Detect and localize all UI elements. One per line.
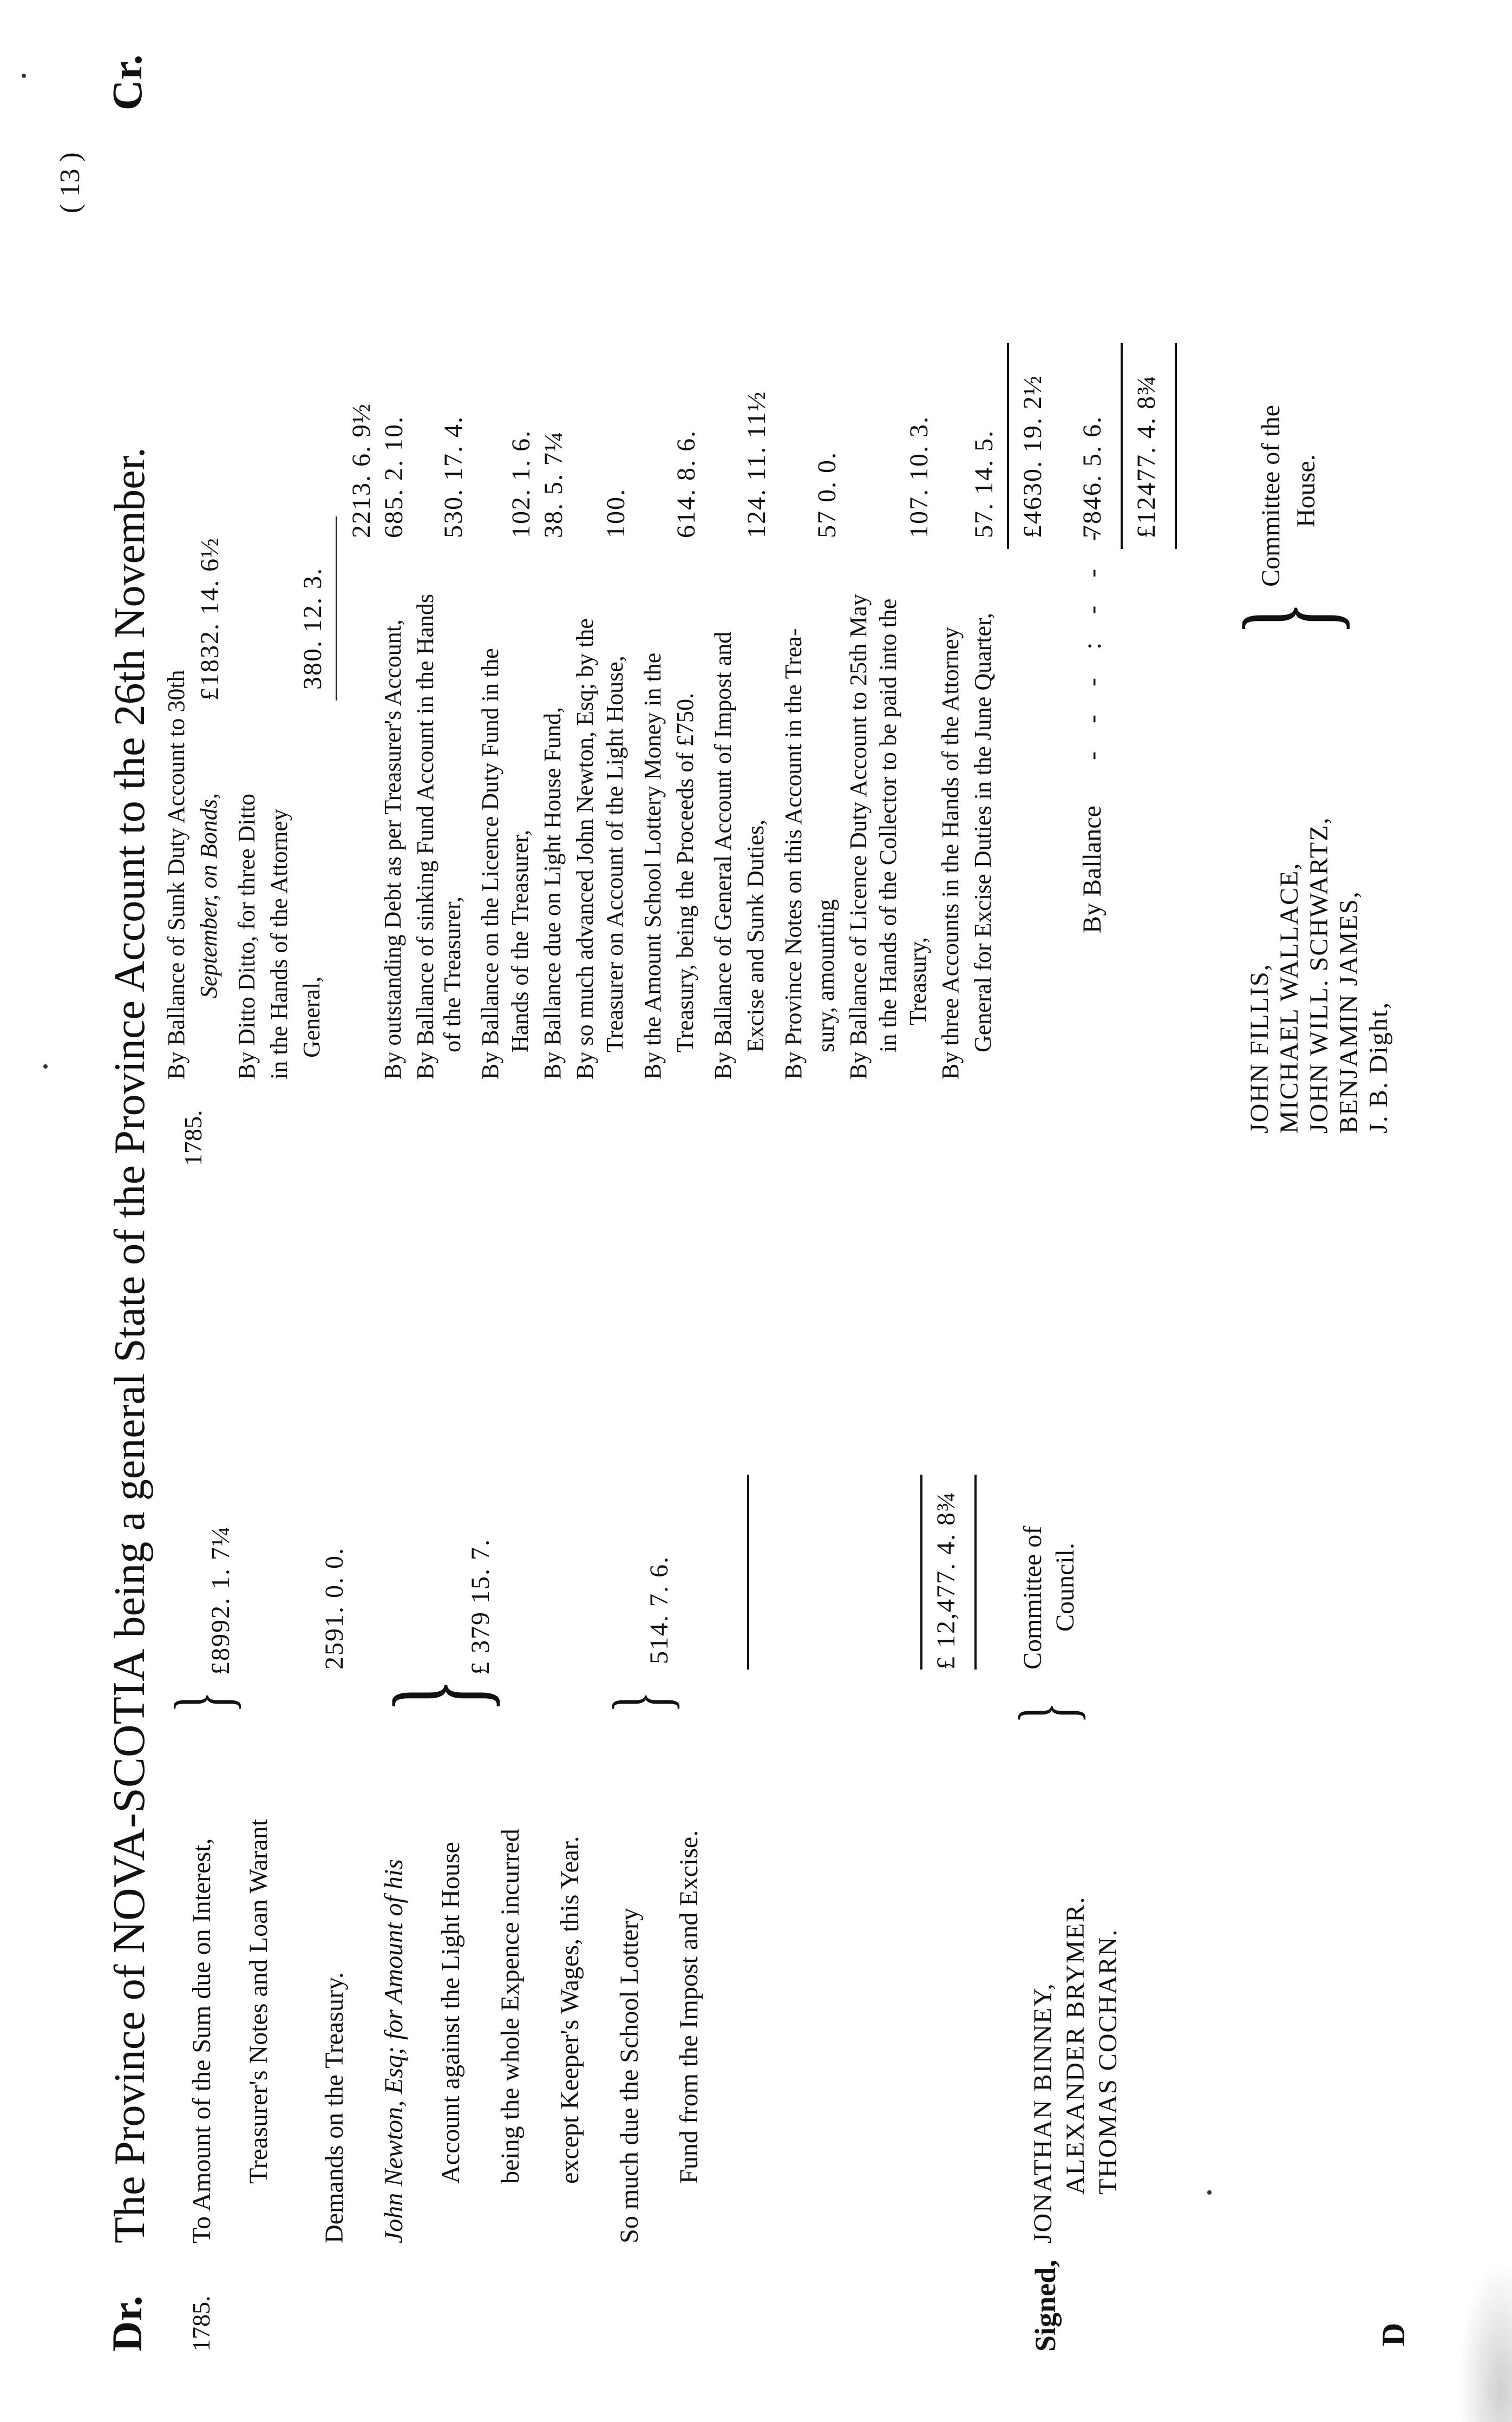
credit-entry-13-line-1: By three Accounts in the Hands of the Attorney bbox=[937, 627, 964, 1079]
council-signer-1: JONATHAN BINNEY, bbox=[1029, 1982, 1057, 2243]
credit-entry-13-line-2: General for Excise Duties in the June Quarter, bbox=[970, 613, 996, 1052]
debit-marker: Dr. bbox=[103, 2295, 150, 2352]
house-brace: } bbox=[1216, 601, 1360, 636]
debit-total-rule-top bbox=[747, 1475, 749, 1670]
credit-ballance-label: By Ballance bbox=[1078, 806, 1107, 933]
credit-entry-1-sub: £1832. 14. 6½ bbox=[195, 537, 224, 701]
credit-entry-13-amount: 57. 14. 5. bbox=[970, 430, 998, 538]
debit-entry-2-line-1: Demands on the Treasury. bbox=[320, 1972, 349, 2243]
house-committee-line-1: Committee of the bbox=[1256, 405, 1285, 587]
debit-entry-4-amount: 514. 7. 6. bbox=[645, 1556, 673, 1664]
house-signer-4: BENJAMIN JAMES, bbox=[1334, 891, 1363, 1134]
credit-entry-1-line-2: September, on Bonds, bbox=[195, 793, 222, 998]
credit-ballance-amount: 7846. 5. 6. bbox=[1078, 416, 1107, 538]
debit-entry-3-brace: } bbox=[366, 1678, 510, 1713]
credit-entry-12-line-3: Treasury, bbox=[905, 937, 931, 1025]
title-suffix: being a general State of the Province Account to the 26th November. bbox=[106, 447, 154, 1638]
house-signer-1: JOHN FILLIS, bbox=[1245, 963, 1274, 1134]
ink-speck bbox=[22, 74, 26, 78]
paper-stain bbox=[1458, 2260, 1512, 2422]
credit-entry-2-line-2: in the Hands of the Attorney bbox=[266, 809, 292, 1079]
debit-total-rule-mid bbox=[920, 1475, 922, 1670]
credit-total: £12477. 4. 8¾ bbox=[1132, 375, 1161, 538]
credit-year: 1785. bbox=[179, 1110, 207, 1166]
debit-year: 1785. bbox=[187, 2295, 215, 2352]
title-prefix: The Province of bbox=[106, 1964, 154, 2243]
credit-ballance-leader: - - - : - - - bbox=[1078, 521, 1107, 760]
council-brace: } bbox=[1003, 1702, 1092, 1724]
ink-speck bbox=[43, 1064, 48, 1069]
credit-entry-8-line-2: Treasurer on Account of the Light House, bbox=[601, 656, 628, 1052]
title-province: NOVA-SCOTIA bbox=[104, 1648, 154, 1954]
credit-entry-7-amount: 38. 5. 7¼ bbox=[539, 431, 568, 538]
council-committee-line-2: Council. bbox=[1051, 1543, 1079, 1632]
council-committee-line-1: Committee of bbox=[1018, 1526, 1047, 1670]
credit-entry-12-line-1: By Ballance of Licence Duty Account to 25th May bbox=[845, 594, 872, 1079]
credit-subtotal-rule-top bbox=[1007, 343, 1009, 549]
credit-total-rule-bottom bbox=[1175, 343, 1177, 549]
debit-entry-4-line-2: Fund from the Impost and Excise. bbox=[675, 1830, 703, 2184]
credit-marker: Cr. bbox=[103, 54, 150, 110]
debit-entry-1-amount: £8992. 1. 7¼ bbox=[206, 1526, 235, 1675]
credit-entry-10-line-1: By Ballance of General Account of Impost and bbox=[710, 631, 736, 1079]
debit-entry-3-line-2: Account against the Light House bbox=[436, 1842, 465, 2184]
debit-entry-1-brace: } bbox=[158, 1691, 248, 1713]
credit-entry-5-line-1: By Ballance of sinking Fund Account in the Hands bbox=[412, 594, 438, 1079]
credit-entry-6-line-1: By Ballance on the Licence Duty Fund in the bbox=[477, 648, 503, 1079]
credit-total-rule-top bbox=[1121, 343, 1123, 549]
credit-entry-9-line-1: By the Amount School Lottery Money in the bbox=[639, 652, 666, 1079]
credit-entry-4-line-1: By outstanding Debt as per Treasurer's Account, bbox=[379, 619, 406, 1079]
page-number: ( 13 ) bbox=[55, 152, 86, 213]
credit-entry-2-line-3: General, bbox=[298, 976, 325, 1058]
credit-entry-4-amount: 685. 2. 10. bbox=[379, 416, 408, 538]
credit-entry-5-line-2: of the Treasurer, bbox=[439, 896, 466, 1052]
credit-entry-9-line-2: Treasury, being the Proceeds of £750. bbox=[672, 693, 698, 1052]
debit-entry-4-line-1: So much due the School Lottery bbox=[615, 1908, 644, 2243]
credit-subtotal: £4630. 19. 2½ bbox=[1018, 375, 1047, 538]
credit-subtotal-rule bbox=[336, 516, 337, 701]
debit-entry-3-line-4: except Keeper's Wages, this Year. bbox=[555, 1836, 584, 2184]
council-signer-3: THOMAS COCHARN. bbox=[1094, 1928, 1122, 2195]
debit-entry-2-amount: 2591. 0. 0. bbox=[320, 1547, 349, 1670]
debit-entry-1-line-2: Treasurer's Notes and Loan Warant bbox=[244, 1819, 273, 2184]
credit-entry-11-line-1: By Province Notes on this Account in the Trea- bbox=[780, 628, 807, 1079]
credit-entry-11-amount: 57 0. 0. bbox=[813, 451, 841, 538]
credit-entry-12-line-2: in the Hands of the Collector to be paid into the bbox=[875, 598, 901, 1052]
credit-entry-1-line-1: By Ballance of Sunk Duty Account to 30th bbox=[163, 670, 189, 1079]
credit-entry-8-amount: 100. bbox=[601, 488, 630, 538]
credit-entry-6-amount: 102. 1. 6. bbox=[507, 430, 535, 538]
debit-total: £ 12,477. 4. 8¾ bbox=[932, 1491, 960, 1670]
debit-total-rule-bottom bbox=[974, 1475, 977, 1670]
signed-label: Signed, bbox=[1029, 2260, 1062, 2352]
ink-speck bbox=[1207, 2190, 1212, 2195]
debit-entry-3-line-1: John Newton, Esq; for Amount of his bbox=[379, 1859, 408, 2243]
debit-entry-4-brace: } bbox=[597, 1691, 686, 1713]
credit-entry-12-amount: 107. 10. 3. bbox=[905, 416, 933, 538]
credit-entry-6-line-2: Hands of the Treasurer, bbox=[507, 829, 533, 1052]
house-signer-2: MICHAEL WALLACE, bbox=[1275, 862, 1304, 1134]
credit-entry-5-amount: 530. 17. 4. bbox=[439, 416, 468, 538]
page-title bbox=[103, 447, 155, 2243]
credit-entry-2-sub: 380. 12. 3. bbox=[298, 567, 327, 690]
debit-entry-1-line-1: To Amount of the Sum due on Interest, bbox=[187, 1838, 216, 2243]
credit-entry-10-amount: 124. 11. 11½ bbox=[742, 390, 771, 538]
credit-entry-7-line-1: By Ballance due on Light House Fund, bbox=[539, 706, 566, 1079]
house-signer-5: J. B. Dight, bbox=[1364, 1001, 1393, 1134]
signature-mark: D bbox=[1376, 2322, 1411, 2346]
credit-entry-9-amount: 614. 8. 6. bbox=[672, 430, 701, 538]
credit-entry-3-amount: 2213. 6. 9½ bbox=[347, 403, 376, 538]
house-committee-line-2: House. bbox=[1292, 454, 1320, 527]
debit-entry-3-amount: £ 379 15. 7. bbox=[466, 1539, 495, 1675]
debit-entry-3-line-3: being the whole Expence incurred bbox=[496, 1829, 525, 2184]
credit-entry-10-line-2: Excise and Sunk Duties, bbox=[742, 819, 769, 1052]
credit-entry-8-line-1: By so much advanced John Newton, Esq; by the bbox=[572, 618, 598, 1079]
credit-entry-2-line-1: By Ditto Ditto, for three Ditto bbox=[233, 794, 260, 1079]
house-signer-3: JOHN WILL. SCHWARTZ, bbox=[1305, 816, 1333, 1134]
credit-entry-11-line-2: sury, amounting bbox=[813, 899, 839, 1052]
council-signer-2: ALEXANDER BRYMER. bbox=[1061, 1896, 1090, 2195]
